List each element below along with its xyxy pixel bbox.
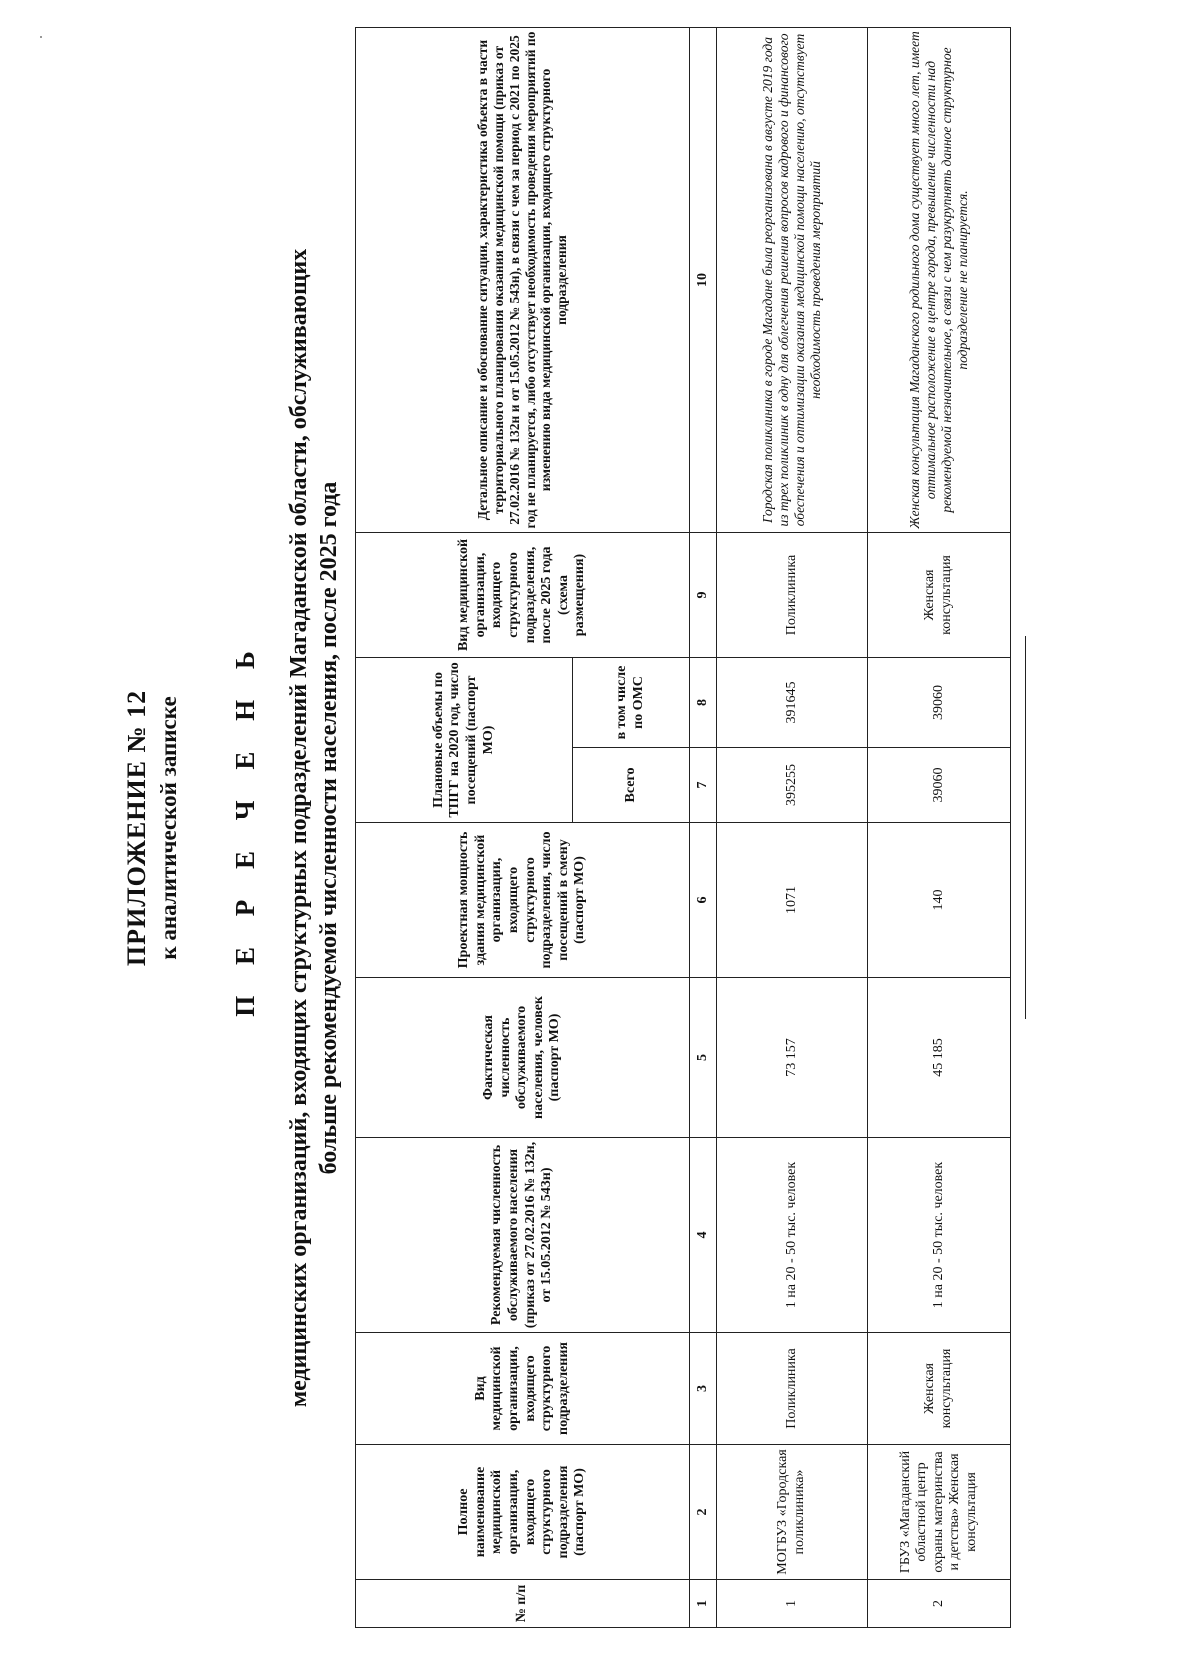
cell-full-name: МОГБУЗ «Городская поликлиника»	[717, 1445, 868, 1580]
cell-org-type: Поликлиника	[717, 1333, 868, 1445]
column-number: 6	[690, 823, 717, 978]
header-org-type: Вид медицинской организации, входящего структурного подразделения	[356, 1333, 690, 1445]
cell-full-name: ГБУЗ «Магаданский областной центр охраны материнства и детства» Женская консультация	[868, 1445, 1011, 1580]
column-number-row	[690, 28, 717, 1628]
organizations-table	[355, 27, 1011, 1628]
document-subtitle-line2: больше рекомендуемой численности населения, после 2025 года	[316, 481, 342, 1175]
cell-org-type-after-2025: Женская консультация	[868, 533, 1011, 658]
header-total: Всего	[573, 748, 690, 823]
header-oms: в том числе по ОМС	[573, 658, 690, 748]
table-row	[717, 28, 868, 1628]
cell-description: Городская поликлиника в городе Магадане была реорганизована в августе 2019 года из трех поликлиник в одну для облегчения решения вопросов кадрового и финансового обеспечения и оптимизации оказания медицинской помощи населению, отсутствует необходимость проведения мероприятий	[717, 28, 868, 533]
column-number: 1	[690, 1580, 717, 1628]
header-actual-population: Фактическая численность обслуживаемого населения, человек (паспорт МО)	[356, 978, 690, 1138]
header-full-name: Полное наименование медицинской организации, входящего структурного подразделения (паспорт МО)	[356, 1445, 690, 1580]
document-subtitle-line1: медицинских организаций, входящих структурных подразделений Магаданской области, обслуживающих	[286, 248, 312, 1408]
table-row	[868, 28, 1011, 1628]
header-number: № п/п	[356, 1580, 690, 1628]
cell-description: Женская консультация Магаданского родильного дома существует много лет, имеет оптимальное расположение в центре города, превышение численности над рекомендуемой незначительное, в связи с чем разукрупнять данное структурное подразделение не планируется.	[868, 28, 1011, 533]
header-description: Детальное описание и обоснование ситуации, характеристика объекта в части территориального планирования оказания медицинской помощи (приказ от 27.02.2016 № 132н и от 15.05.2012 № 543н), в связи с чем за период с 2021 по 2025 год не планируется, либо отсутствует необходимость проведения мероприятий по изменению вида медицинской организации, входящего структурного подразделения	[356, 28, 690, 533]
cell-recommended-population: 1 на 20 - 50 тыс. человек	[717, 1138, 868, 1333]
cell-actual-population: 73 157	[717, 978, 868, 1138]
column-number: 3	[690, 1333, 717, 1445]
cell-org-type: Женская консультация	[868, 1333, 1011, 1445]
cell-total: 395255	[717, 748, 868, 823]
scan-dot	[40, 36, 42, 38]
column-number: 10	[690, 28, 717, 533]
closing-rule-line	[1025, 636, 1026, 1019]
column-number: 4	[690, 1138, 717, 1333]
header-org-type-after-2025: Вид медицинской организации, входящего структурного подразделения, после 2025 года (схема размещения)	[356, 533, 690, 658]
cell-design-capacity: 140	[868, 823, 1011, 978]
column-number: 5	[690, 978, 717, 1138]
cell-org-type-after-2025: Поликлиника	[717, 533, 868, 658]
cell-number: 2	[868, 1580, 1011, 1628]
cell-number: 1	[717, 1580, 868, 1628]
header-planned-volumes: Плановые объемы по ТПГГ на 2020 год, число посещений (паспорт МО)	[356, 658, 573, 823]
cell-oms: 391645	[717, 658, 868, 748]
column-number: 2	[690, 1445, 717, 1580]
column-number: 9	[690, 533, 717, 658]
appendix-subtitle: к аналитической записке	[156, 696, 181, 960]
appendix-title: ПРИЛОЖЕНИЕ № 12	[122, 689, 151, 967]
document-title: П Е Р Е Ч Е Н Ь	[230, 639, 260, 1017]
cell-recommended-population: 1 на 20 - 50 тыс. человек	[868, 1138, 1011, 1333]
header-recommended-population: Рекомендуемая численность обслуживаемого населения (приказ от 27.02.2016 № 132н, от 15.05.2012 № 543н)	[356, 1138, 690, 1333]
column-number: 7	[690, 748, 717, 823]
cell-actual-population: 45 185	[868, 978, 1011, 1138]
header-design-capacity: Проектная мощность здания медицинской организации, входящего структурного подразделения, число посещений в смену (паспорт МО)	[356, 823, 690, 978]
cell-total: 39060	[868, 748, 1011, 823]
column-number: 8	[690, 658, 717, 748]
cell-oms: 39060	[868, 658, 1011, 748]
table-header-row	[356, 28, 573, 1628]
cell-design-capacity: 1071	[717, 823, 868, 978]
